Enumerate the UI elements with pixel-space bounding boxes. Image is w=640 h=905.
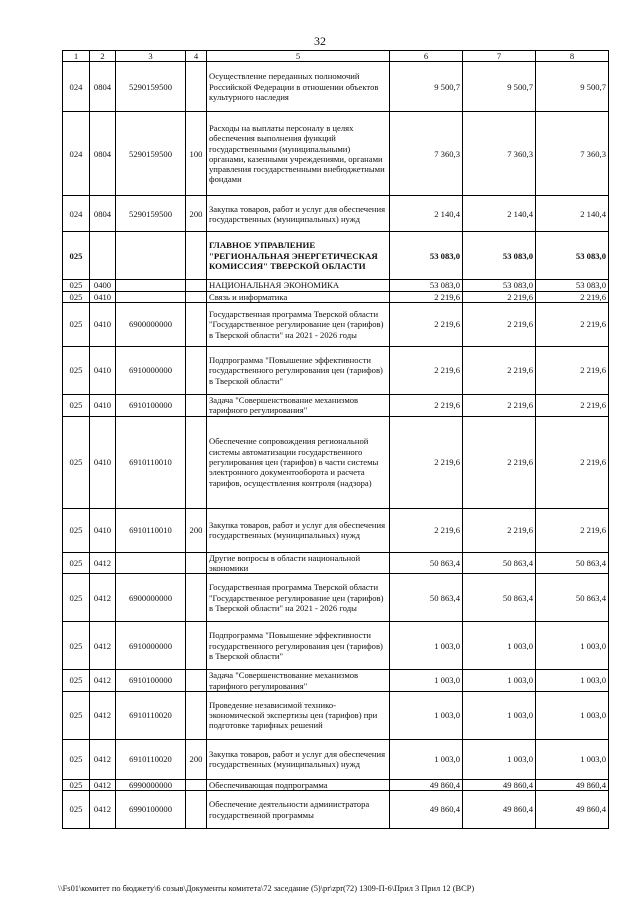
cell-amount-col6: 50 863,4 [390, 552, 463, 574]
cell-amount-col6: 7 360,3 [390, 112, 463, 196]
cell-target-article: 5290159500 [116, 196, 186, 232]
cell-administrator-code: 025 [63, 622, 90, 670]
header-row [63, 51, 609, 62]
cell-amount-col8: 2 219,6 [536, 416, 609, 508]
table-row [63, 416, 609, 508]
cell-amount-col8: 1 003,0 [536, 622, 609, 670]
cell-name: Проведение независимой технико-экономической экспертизы цен (тарифов) при подготовке тарифных решений [207, 691, 390, 739]
budget-table [62, 50, 609, 829]
cell-expense-type [186, 622, 207, 670]
cell-expense-type [186, 416, 207, 508]
cell-amount-col8: 9 500,7 [536, 62, 609, 112]
cell-target-article: 5290159500 [116, 112, 186, 196]
cell-amount-col6: 2 219,6 [390, 346, 463, 394]
cell-expense-type [186, 346, 207, 394]
cell-name: Задача "Совершенствование механизмов тарифного регулирования" [207, 670, 390, 692]
cell-amount-col7: 2 219,6 [463, 346, 536, 394]
cell-amount-col8: 2 219,6 [536, 394, 609, 416]
cell-name: Осуществление переданных полномочий Российской Федерации в отношении объектов культурного наследия [207, 62, 390, 112]
cell-section-code: 0410 [90, 508, 116, 552]
cell-amount-col7: 53 083,0 [463, 280, 536, 291]
cell-target-article: 6910100000 [116, 394, 186, 416]
cell-amount-col7: 49 860,4 [463, 791, 536, 829]
cell-administrator-code: 025 [63, 291, 90, 302]
cell-target-article: 6990000000 [116, 779, 186, 790]
cell-section-code: 0412 [90, 574, 116, 622]
cell-expense-type: 200 [186, 196, 207, 232]
cell-name: Обеспечение сопровождения региональной системы автоматизации государственного регулирования цен (тарифов) в части системы электронного документооборота и расчета тарифов, осуществления контроля (надзора) [207, 416, 390, 508]
cell-section-code: 0410 [90, 302, 116, 346]
column-header: 1 [63, 51, 90, 62]
cell-amount-col6: 2 140,4 [390, 196, 463, 232]
cell-section-code: 0410 [90, 291, 116, 302]
cell-administrator-code: 025 [63, 346, 90, 394]
cell-amount-col8: 2 219,6 [536, 508, 609, 552]
cell-administrator-code: 024 [63, 112, 90, 196]
cell-administrator-code: 025 [63, 232, 90, 280]
cell-amount-col6: 9 500,7 [390, 62, 463, 112]
cell-section-code: 0410 [90, 416, 116, 508]
cell-section-code: 0412 [90, 791, 116, 829]
table-row [63, 280, 609, 291]
cell-amount-col7: 2 219,6 [463, 394, 536, 416]
cell-target-article: 6910100000 [116, 670, 186, 692]
cell-name: Подпрограмма "Повышение эффективности государственного регулирования цен (тарифов) в Тверской области" [207, 346, 390, 394]
cell-target-article: 6990100000 [116, 791, 186, 829]
cell-amount-col8: 2 219,6 [536, 302, 609, 346]
cell-amount-col6: 1 003,0 [390, 670, 463, 692]
cell-expense-type [186, 691, 207, 739]
page-number: 32 [314, 34, 326, 48]
cell-section-code: 0804 [90, 196, 116, 232]
cell-expense-type [186, 291, 207, 302]
cell-expense-type [186, 670, 207, 692]
cell-amount-col8: 2 219,6 [536, 291, 609, 302]
cell-section-code: 0412 [90, 552, 116, 574]
cell-administrator-code: 025 [63, 552, 90, 574]
table-body [63, 62, 609, 829]
cell-expense-type [186, 574, 207, 622]
cell-target-article [116, 280, 186, 291]
cell-expense-type [186, 779, 207, 790]
cell-name: Обеспечивающая подпрограмма [207, 779, 390, 790]
cell-amount-col7: 53 083,0 [463, 232, 536, 280]
table-row [63, 232, 609, 280]
cell-expense-type [186, 280, 207, 291]
cell-amount-col6: 2 219,6 [390, 508, 463, 552]
cell-name: ГЛАВНОЕ УПРАВЛЕНИЕ "РЕГИОНАЛЬНАЯ ЭНЕРГЕТИЧЕСКАЯ КОМИССИЯ" ТВЕРСКОЙ ОБЛАСТИ [207, 232, 390, 280]
cell-target-article: 5290159500 [116, 62, 186, 112]
cell-amount-col6: 1 003,0 [390, 622, 463, 670]
cell-section-code: 0804 [90, 62, 116, 112]
cell-expense-type [186, 394, 207, 416]
cell-expense-type: 200 [186, 508, 207, 552]
table-row [63, 622, 609, 670]
cell-amount-col7: 1 003,0 [463, 622, 536, 670]
cell-name: НАЦИОНАЛЬНАЯ ЭКОНОМИКА [207, 280, 390, 291]
cell-name: Расходы на выплаты персоналу в целях обеспечения выполнения функций государственными (муниципальными) органами, казенными учреждениями, органами управления государственными внебюджетными фондами [207, 112, 390, 196]
cell-amount-col8: 1 003,0 [536, 739, 609, 779]
cell-amount-col8: 7 360,3 [536, 112, 609, 196]
cell-amount-col6: 2 219,6 [390, 416, 463, 508]
cell-amount-col6: 1 003,0 [390, 691, 463, 739]
cell-administrator-code: 025 [63, 739, 90, 779]
cell-expense-type [186, 232, 207, 280]
cell-amount-col8: 1 003,0 [536, 691, 609, 739]
cell-amount-col6: 50 863,4 [390, 574, 463, 622]
cell-name: Другие вопросы в области национальной экономики [207, 552, 390, 574]
cell-administrator-code: 025 [63, 791, 90, 829]
table-row [63, 574, 609, 622]
cell-amount-col8: 50 863,4 [536, 552, 609, 574]
table-row [63, 196, 609, 232]
cell-section-code: 0412 [90, 739, 116, 779]
cell-expense-type: 100 [186, 112, 207, 196]
cell-name: Закупка товаров, работ и услуг для обеспечения государственных (муниципальных) нужд [207, 508, 390, 552]
table-row [63, 670, 609, 692]
cell-section-code: 0804 [90, 112, 116, 196]
cell-amount-col6: 1 003,0 [390, 739, 463, 779]
cell-expense-type [186, 552, 207, 574]
cell-administrator-code: 025 [63, 302, 90, 346]
cell-section-code: 0412 [90, 622, 116, 670]
cell-target-article: 6900000000 [116, 574, 186, 622]
cell-administrator-code: 024 [63, 196, 90, 232]
cell-name: Задача "Совершенствование механизмов тарифного регулирования" [207, 394, 390, 416]
cell-amount-col8: 50 863,4 [536, 574, 609, 622]
table-row [63, 691, 609, 739]
cell-target-article: 6900000000 [116, 302, 186, 346]
cell-name: Закупка товаров, работ и услуг для обеспечения государственных (муниципальных) нужд [207, 196, 390, 232]
cell-expense-type: 200 [186, 739, 207, 779]
footer-file-path: \\Fs01\комитет по бюджету\6 созыв\Документы комитета\72 заседание (5)\pr\zpr(72) 1309-П-6\Прил 3 Прил 12 (ВСР) [58, 884, 475, 893]
cell-section-code: 0400 [90, 280, 116, 291]
column-header: 4 [186, 51, 207, 62]
cell-amount-col7: 50 863,4 [463, 574, 536, 622]
table-row [63, 779, 609, 790]
cell-amount-col6: 49 860,4 [390, 791, 463, 829]
cell-amount-col7: 1 003,0 [463, 670, 536, 692]
table-row [63, 791, 609, 829]
cell-amount-col7: 2 219,6 [463, 508, 536, 552]
cell-name: Обеспечение деятельности администратора государственной программы [207, 791, 390, 829]
cell-expense-type [186, 302, 207, 346]
cell-expense-type [186, 791, 207, 829]
cell-name: Связь и информатика [207, 291, 390, 302]
cell-amount-col8: 2 219,6 [536, 346, 609, 394]
cell-section-code: 0412 [90, 670, 116, 692]
cell-amount-col6: 2 219,6 [390, 291, 463, 302]
table-row [63, 739, 609, 779]
cell-amount-col6: 49 860,4 [390, 779, 463, 790]
cell-amount-col6: 2 219,6 [390, 394, 463, 416]
table-row [63, 302, 609, 346]
cell-administrator-code: 025 [63, 670, 90, 692]
cell-administrator-code: 024 [63, 62, 90, 112]
cell-amount-col7: 49 860,4 [463, 779, 536, 790]
table-row [63, 552, 609, 574]
cell-target-article: 6910110020 [116, 739, 186, 779]
cell-amount-col7: 2 219,6 [463, 291, 536, 302]
cell-amount-col8: 1 003,0 [536, 670, 609, 692]
cell-target-article: 6910000000 [116, 622, 186, 670]
cell-target-article [116, 232, 186, 280]
cell-administrator-code: 025 [63, 779, 90, 790]
cell-target-article [116, 291, 186, 302]
cell-amount-col6: 2 219,6 [390, 302, 463, 346]
column-header: 3 [116, 51, 186, 62]
cell-section-code: 0412 [90, 691, 116, 739]
cell-amount-col7: 2 140,4 [463, 196, 536, 232]
cell-section-code: 0410 [90, 346, 116, 394]
cell-administrator-code: 025 [63, 574, 90, 622]
cell-administrator-code: 025 [63, 691, 90, 739]
cell-name: Государственная программа Тверской области "Государственное регулирование цен (тарифов) в Тверской области" на 2021 - 2026 годы [207, 302, 390, 346]
cell-administrator-code: 025 [63, 280, 90, 291]
cell-amount-col7: 1 003,0 [463, 691, 536, 739]
column-header: 7 [463, 51, 536, 62]
cell-administrator-code: 025 [63, 394, 90, 416]
table-row [63, 346, 609, 394]
cell-amount-col8: 2 140,4 [536, 196, 609, 232]
cell-target-article [116, 552, 186, 574]
cell-amount-col8: 49 860,4 [536, 791, 609, 829]
cell-target-article: 6910000000 [116, 346, 186, 394]
table-row [63, 394, 609, 416]
cell-amount-col8: 53 083,0 [536, 280, 609, 291]
cell-name: Государственная программа Тверской области "Государственное регулирование цен (тарифов) в Тверской области" на 2021 - 2026 годы [207, 574, 390, 622]
table-row [63, 291, 609, 302]
cell-amount-col7: 1 003,0 [463, 739, 536, 779]
column-header: 2 [90, 51, 116, 62]
cell-amount-col6: 53 083,0 [390, 232, 463, 280]
cell-amount-col7: 9 500,7 [463, 62, 536, 112]
cell-target-article: 6910110010 [116, 508, 186, 552]
cell-amount-col7: 50 863,4 [463, 552, 536, 574]
cell-amount-col7: 2 219,6 [463, 302, 536, 346]
cell-expense-type [186, 62, 207, 112]
cell-target-article: 6910110010 [116, 416, 186, 508]
cell-name: Подпрограмма "Повышение эффективности государственного регулирования цен (тарифов) в Тверской области" [207, 622, 390, 670]
cell-amount-col7: 2 219,6 [463, 416, 536, 508]
cell-target-article: 6910110020 [116, 691, 186, 739]
cell-administrator-code: 025 [63, 508, 90, 552]
cell-amount-col7: 7 360,3 [463, 112, 536, 196]
table-row [63, 112, 609, 196]
cell-amount-col8: 49 860,4 [536, 779, 609, 790]
cell-administrator-code: 025 [63, 416, 90, 508]
cell-amount-col8: 53 083,0 [536, 232, 609, 280]
table-row [63, 62, 609, 112]
cell-name: Закупка товаров, работ и услуг для обеспечения государственных (муниципальных) нужд [207, 739, 390, 779]
cell-amount-col6: 53 083,0 [390, 280, 463, 291]
table-row [63, 508, 609, 552]
cell-section-code [90, 232, 116, 280]
cell-section-code: 0412 [90, 779, 116, 790]
cell-section-code: 0410 [90, 394, 116, 416]
column-header: 6 [390, 51, 463, 62]
column-header: 8 [536, 51, 609, 62]
column-header: 5 [207, 51, 390, 62]
